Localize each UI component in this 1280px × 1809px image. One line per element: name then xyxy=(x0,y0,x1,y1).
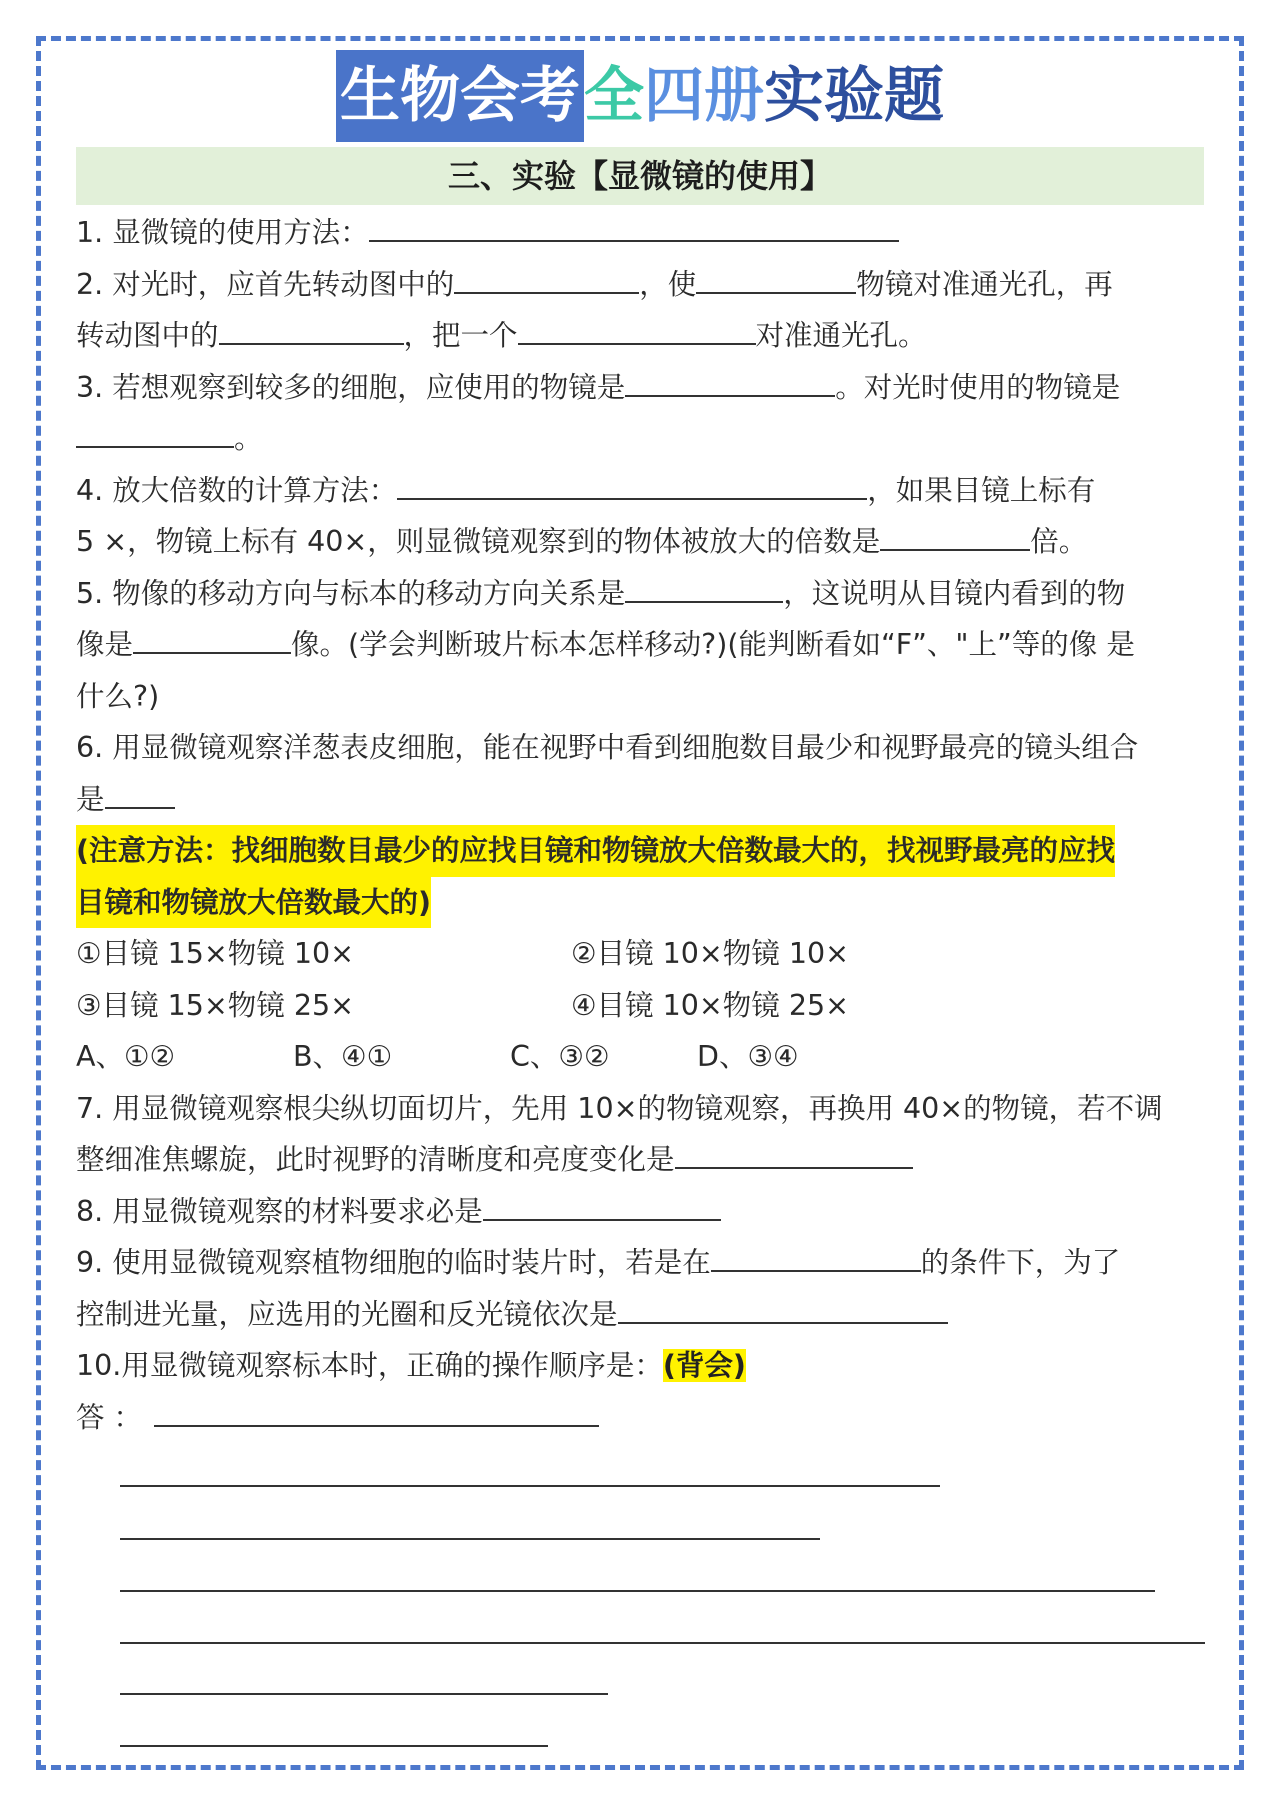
section-heading: 三、实验【显微镜的使用】 xyxy=(76,147,1204,205)
option-2: ②目镜 10×物镜 10× xyxy=(571,937,849,970)
q4-line1: 4. 放大倍数的计算方法： ，如果目镜上标有 xyxy=(76,465,1204,517)
choice-c: C、③② xyxy=(510,1040,610,1073)
blank xyxy=(625,571,783,603)
blank xyxy=(696,262,856,294)
answer-line xyxy=(120,1693,608,1695)
q7-line1: 7. 用显微镜观察根尖纵切面切片，先用 10×的物镜观察，再换用 40×的物镜，若不调 xyxy=(76,1091,1163,1125)
q8: 8. 用显微镜观察的材料要求必是 xyxy=(76,1186,1204,1238)
q9-line1: 9. 使用显微镜观察植物细胞的临时装片时，若是在 的条件下，为了 xyxy=(76,1237,1204,1289)
page-title xyxy=(0,50,1280,146)
note-line2: 目镜和物镜放大倍数最大的) xyxy=(76,877,1204,929)
options-row2 xyxy=(76,980,1204,1032)
q1: 1. 显微镜的使用方法： xyxy=(76,207,1204,259)
blank xyxy=(675,1137,913,1169)
q6-line2: 是 xyxy=(76,774,1204,826)
q3-line1: 3. 若想观察到较多的细胞，应使用的物镜是 。对光时使用的物镜是 xyxy=(76,362,1204,414)
q7-line2: 整细准焦螺旋，此时视野的清晰度和亮度变化是 xyxy=(76,1134,1204,1186)
answer-line xyxy=(120,1485,940,1487)
title-part-3: 四册 xyxy=(644,61,764,131)
choice-b: B、④① xyxy=(293,1040,393,1073)
blank xyxy=(397,468,867,500)
blank xyxy=(133,622,291,654)
title-part-2: 全 xyxy=(584,61,644,131)
blank xyxy=(219,313,404,345)
answer-line xyxy=(120,1538,820,1540)
blank xyxy=(76,416,234,448)
q6-line1: 6. 用显微镜观察洋葱表皮细胞，能在视野中看到细胞数目最少和视野最亮的镜头组合 xyxy=(76,731,1139,764)
q2-line2: 转动图中的 ，把一个 对准通光孔。 xyxy=(76,310,1204,362)
q4-line2: 5 ×，物镜上标有 40×，则显微镜观察到的物体被放大的倍数是 倍。 xyxy=(76,516,1204,568)
q5-line1: 5. 物像的移动方向与标本的移动方向关系是 ，这说明从目镜内看到的物 xyxy=(76,568,1204,620)
blank xyxy=(483,1189,721,1221)
choice-d: D、③④ xyxy=(697,1040,799,1073)
q3-line2: 。 xyxy=(76,413,1204,465)
answer-line xyxy=(120,1745,548,1747)
blank xyxy=(154,1395,599,1427)
option-1: ①目镜 15×物镜 10× xyxy=(76,937,354,970)
q10: 10.用显微镜观察标本时，正确的操作顺序是：(背会) xyxy=(76,1349,746,1382)
blank xyxy=(711,1240,921,1272)
choices-row xyxy=(76,1031,1204,1083)
option-4: ④目镜 10×物镜 25× xyxy=(571,988,849,1022)
answer-line xyxy=(120,1642,1205,1644)
blank xyxy=(880,519,1030,551)
blank xyxy=(618,1292,948,1324)
q2-line1: 2. 对光时，应首先转动图中的 ，使 物镜对准通光孔，再 xyxy=(76,259,1204,311)
blank xyxy=(369,210,899,242)
blank xyxy=(105,777,175,809)
options-row1 xyxy=(76,928,1204,980)
memorize-badge: (背会) xyxy=(662,1349,746,1382)
title-part-4: 实验题 xyxy=(764,61,944,131)
q5-line3: 什么?) xyxy=(76,679,160,713)
question-list xyxy=(76,207,1204,1443)
answer-label: 答 ： xyxy=(76,1392,1204,1444)
note-line1: (注意方法：找细胞数目最少的应找目镜和物镜放大倍数最大的，找视野最亮的应找 xyxy=(76,825,1204,877)
q9-line2: 控制进光量，应选用的光圈和反光镜依次是 xyxy=(76,1289,1204,1341)
answer-line xyxy=(120,1590,1155,1592)
blank xyxy=(518,313,756,345)
blank xyxy=(625,365,835,397)
q5-line2: 像是 像。(学会判断玻片标本怎样移动?)(能判断看如“F”、"上”等的像 是 xyxy=(76,619,1204,671)
choice-a: A、①② xyxy=(76,1040,176,1073)
blank xyxy=(454,262,639,294)
option-3: ③目镜 15×物镜 25× xyxy=(76,988,354,1022)
title-part-1: 生物会考 xyxy=(336,50,584,142)
